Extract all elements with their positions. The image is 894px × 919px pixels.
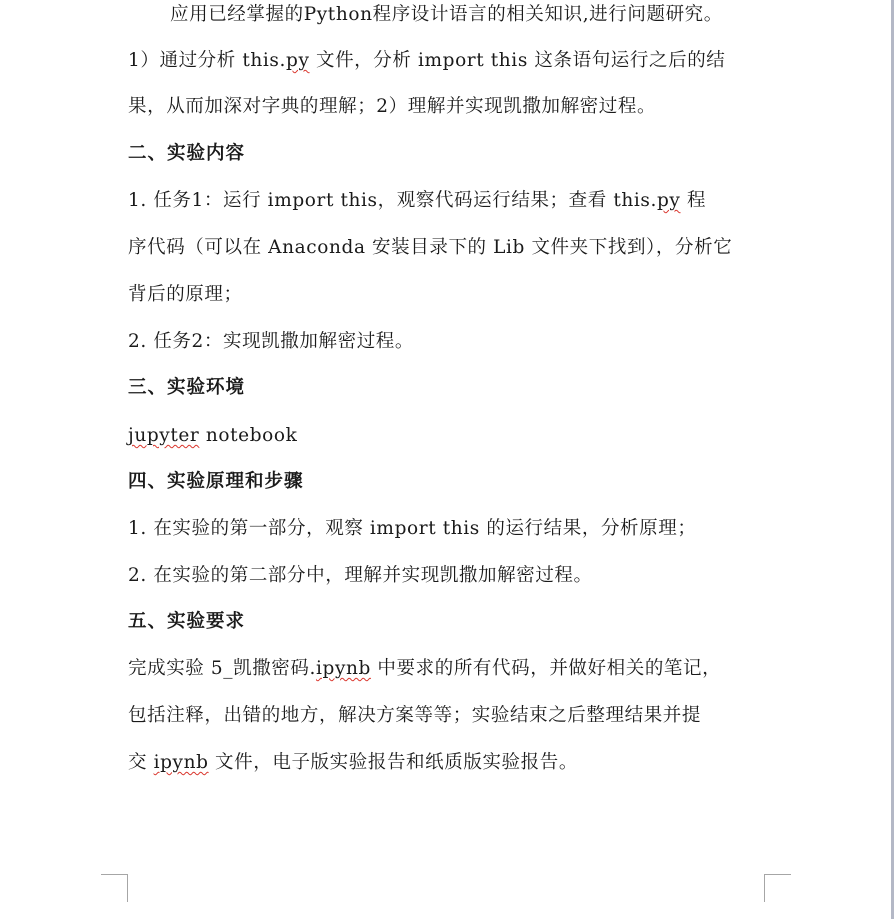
section-heading-principles: 四、实验原理和步骤 (128, 471, 304, 492)
spellcheck-flagged-word[interactable]: py (656, 190, 681, 211)
text-run: notebook (199, 425, 298, 446)
spellcheck-flagged-word[interactable]: jupyter (128, 425, 200, 446)
requirements-line1 (128, 654, 768, 684)
text-run: 1）通过分析 this. (128, 50, 286, 71)
objective-line-1 (128, 46, 768, 76)
text-run: 程 (680, 190, 707, 211)
environment-line (128, 421, 768, 451)
content-task1-line2: 序代码（可以在 Anaconda 安装目录下的 Lib 文件夹下找到），分析它 (128, 237, 733, 258)
text-run: 文件，电子版实验报告和纸质版实验报告。 (208, 752, 578, 773)
section-heading-requirements: 五、实验要求 (128, 611, 246, 632)
text-run: 中要求的所有代码，并做好相关的笔记， (370, 658, 722, 679)
page-margin-corner-bottom-left (101, 874, 128, 902)
requirements-line3 (128, 748, 768, 778)
text-run: 交 (128, 752, 154, 773)
text-run: 完成实验 5_凯撒密码. (128, 658, 316, 679)
objective-line-2: 果，从而加深对字典的理解；2）理解并实现凯撒加解密过程。 (128, 96, 657, 117)
intro-paragraph: 应用已经掌握的Python程序设计语言的相关知识,进行问题研究。 (170, 4, 723, 25)
spellcheck-flagged-word[interactable]: ipynb (153, 752, 209, 773)
page-margin-corner-bottom-right (764, 874, 791, 902)
principles-step2: 2. 在实验的第二部分中，理解并实现凯撒加解密过程。 (128, 565, 593, 586)
spellcheck-flagged-word[interactable]: py (286, 50, 310, 71)
principles-step1: 1. 在实验的第一部分，观察 import this 的运行结果，分析原理； (128, 518, 697, 539)
text-run: 文件，分析 import this 这条语句运行之后的结 (309, 50, 726, 71)
content-task1-line3: 背后的原理； (128, 284, 243, 305)
section-heading-environment: 三、实验环境 (128, 377, 246, 398)
text-run: 1. 任务1：运行 import this，观察代码运行结果；查看 this. (128, 190, 657, 211)
spellcheck-flagged-word[interactable]: ipynb (315, 658, 371, 679)
content-task1-line1 (128, 186, 768, 216)
requirements-line2: 包括注释，出错的地方，解决方案等等；实验结束之后整理结果并提 (128, 705, 702, 726)
content-task2: 2. 任务2：实现凯撒加解密过程。 (128, 331, 415, 352)
section-heading-content: 二、实验内容 (128, 143, 246, 164)
